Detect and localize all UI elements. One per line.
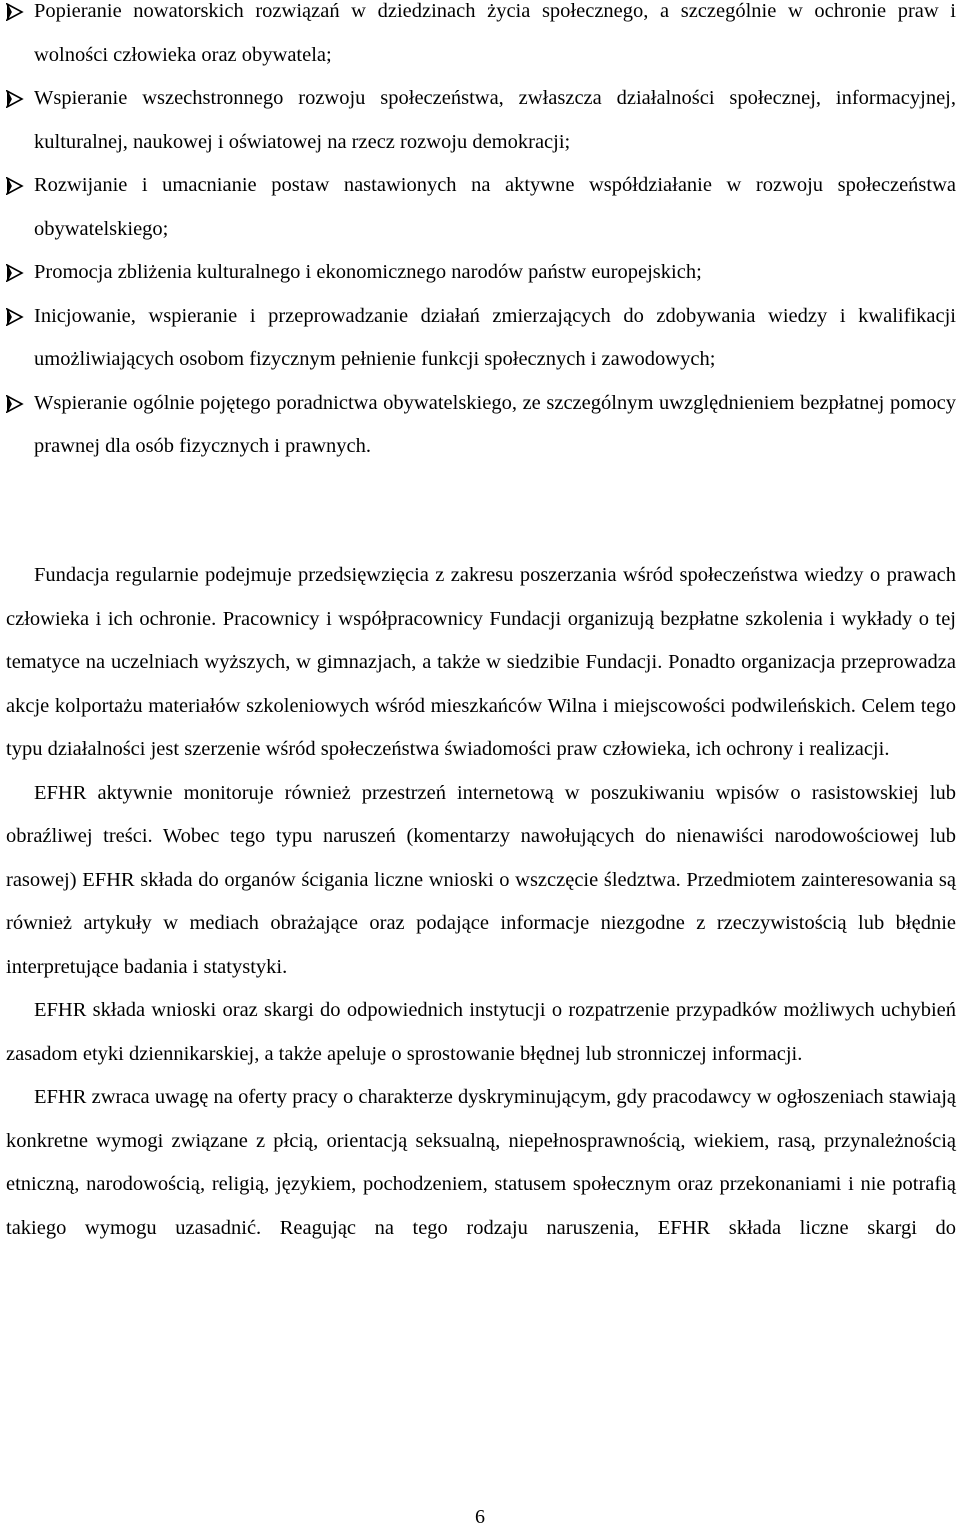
list-item-text: Popieranie nowatorskich rozwiązań w dziedzinach życia społecznego, a szczególnie w ochronie praw i wolności człowieka oraz obywatela;	[34, 0, 956, 66]
arrowhead-bullet-icon	[6, 177, 24, 195]
arrowhead-bullet-icon	[6, 264, 24, 282]
list-item-text: Rozwijanie i umacnianie postaw nastawionych na aktywne współdziałanie w rozwoju społeczeństwa obywatelskiego;	[34, 174, 956, 240]
arrowhead-bullet-icon	[6, 395, 24, 413]
arrowhead-bullet-icon	[6, 308, 24, 326]
list-item	[6, 164, 956, 251]
arrowhead-bullet-icon	[6, 3, 24, 21]
list-item	[6, 77, 956, 164]
list-item	[6, 0, 956, 77]
list-item	[6, 382, 956, 469]
list-item-text: Inicjowanie, wspieranie i przeprowadzanie działań zmierzających do zdobywania wiedzy i kwalifikacji umożliwiających osobom fizycznym pełnienie funkcji społecznych i zawodowych;	[34, 304, 956, 370]
list-item-text: Wspieranie wszechstronnego rozwoju społeczeństwa, zwłaszcza działalności społecznej, informacyjnej, kulturalnej, naukowej i oświatowej na rzecz rozwoju demokracji;	[34, 87, 956, 153]
arrowhead-bullet-icon	[6, 90, 24, 108]
list-item-text: Promocja zbliżenia kulturalnego i ekonomicznego narodów państw europejskich;	[34, 261, 702, 283]
objectives-list	[6, 0, 956, 469]
list-item-text: Wspieranie ogólnie pojętego poradnictwa obywatelskiego, ze szczególnym uwzględnieniem bezpłatnej pomocy prawnej dla osób fizycznych i prawnych.	[34, 391, 956, 457]
paragraph-internet-monitoring: EFHR aktywnie monitoruje również przestrzeń internetową w poszukiwaniu wpisów o rasistowskiej lub obraźliwej treści. Wobec tego typu naruszeń (komentarzy nawołujących do nienawiści narodowościowej lub rasowej) EFHR składa do organów ścigania liczne wnioski o wszczęcie śledztwa. Przedmiotem zainteresowania są również artykuły w mediach obrażające oraz podające informacje niezgodne z rzeczywistością lub błędnie interpretujące badania i statystyki.	[6, 781, 956, 978]
paragraph-education: Fundacja regularnie podejmuje przedsięwzięcia z zakresu poszerzania wśród społeczeństwa wiedzy o prawach człowieka i ich ochronie. Pracownicy i współpracownicy Fundacji organizują bezpłatne szkolenia i wykłady o tej tematyce na uczelniach wyższych, w gimnazjach, a także w siedzibie Fundacji. Ponadto organizacja przeprowadza akcje kolportażu materiałów szkoleniowych wśród mieszkańców Wilna i miejscowości podwileńskich. Celem tego typu działalności jest szerzenie wśród społeczeństwa świadomości praw człowieka, ich ochrony i realizacji.	[6, 564, 956, 760]
list-item	[6, 251, 956, 295]
paragraph-journalism-complaints: EFHR składa wnioski oraz skargi do odpowiednich instytucji o rozpatrzenie przypadków możliwych uchybień zasadom etyki dziennikarskiej, a także apeluje o sprostowanie błędnej lub stronniczej informacji.	[6, 999, 956, 1065]
paragraph-job-offers: EFHR zwraca uwagę na oferty pracy o charakterze dyskryminującym, gdy pracodawcy w ogłoszeniach stawiają konkretne wymogi związane z płcią, orientacją seksualną, niepełnosprawnością, wiekiem, rasą, przynależnością etniczną, narodowością, religią, językiem, pochodzeniem, statusem społecznym oraz przekonaniami i nie potrafią takiego wymogu uzasadnić. Reagując na tego rodzaju naruszenia, EFHR składa liczne skargi do	[6, 1086, 956, 1239]
body-text	[6, 554, 956, 1250]
page-number: 6	[475, 1506, 485, 1528]
list-item	[6, 295, 956, 382]
